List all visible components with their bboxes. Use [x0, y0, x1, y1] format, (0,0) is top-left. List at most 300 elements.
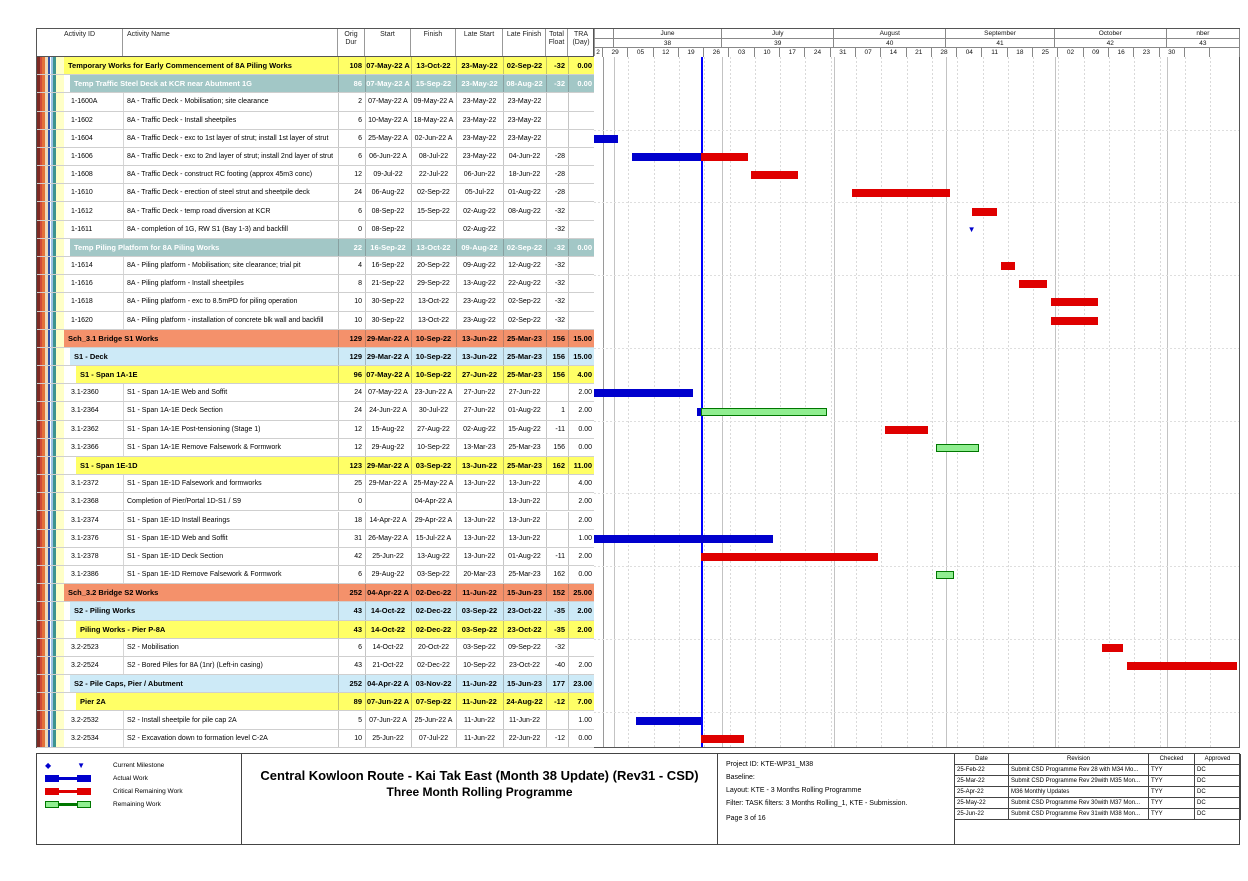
- legend-bar-end: [45, 775, 59, 782]
- cell-od: 108: [349, 61, 362, 71]
- activity-name: S1 - Span 1E-1D: [80, 461, 138, 471]
- table-row: [37, 657, 595, 675]
- column-separator: [338, 566, 339, 583]
- activity-name: S1 - Span 1E-1D Deck Section: [127, 552, 224, 560]
- cell-start: 08-Sep-22: [371, 207, 405, 215]
- cell-tf: [546, 93, 568, 110]
- column-separator: [568, 366, 569, 383]
- legend-item: [45, 760, 235, 770]
- cell-tra: 0.00: [578, 443, 592, 451]
- cell-lf: 25-Mar-23: [506, 461, 543, 471]
- cell-tf: [546, 530, 568, 547]
- cell-tra: 0.00: [578, 425, 592, 433]
- cell-tra: [568, 257, 595, 274]
- column-separator: [338, 657, 339, 674]
- cell-start: 07-May-22 A: [366, 61, 410, 71]
- cell-tf: -32: [554, 298, 565, 306]
- cell-fin: 20-Sep-22: [417, 262, 450, 270]
- column-separator: [568, 584, 569, 601]
- cell-tra: 15.00: [573, 333, 592, 343]
- column-separator: [456, 75, 457, 92]
- column-separator: [568, 184, 569, 201]
- column-separator: [123, 566, 124, 583]
- column-separator: [456, 512, 457, 529]
- cell-lf: 11-Jun-22: [508, 716, 540, 724]
- column-separator: [456, 112, 457, 129]
- cell-ls: 27-Jun-22: [463, 407, 496, 415]
- column-separator: [365, 639, 366, 656]
- cell-fin: 23-Jun-22 A: [414, 389, 453, 397]
- column-separator: [503, 493, 504, 510]
- cell-ls: 27-Jun-22: [463, 389, 496, 397]
- cell-fin: 02-Dec-22: [415, 588, 452, 598]
- column-separator: [411, 184, 412, 201]
- cell-od: 42: [354, 552, 362, 560]
- column-separator: [503, 548, 504, 565]
- cell-lf: 22-Aug-22: [508, 280, 541, 288]
- column-separator: [546, 366, 547, 383]
- cell-fin: 07-Sep-22: [415, 697, 452, 707]
- milestone-marker: ▼: [967, 224, 976, 234]
- column-separator: [546, 112, 547, 129]
- table-row: [37, 130, 595, 148]
- activity-id: 1-1614: [71, 262, 93, 270]
- table-row: [37, 384, 595, 402]
- column-separator: [365, 475, 366, 492]
- cell-fin: 15-Sep-22: [415, 79, 452, 89]
- revision-cell: Submit CSD Programme Rev 31with M38 Mon...: [1009, 809, 1149, 820]
- revision-header-cell: Revision: [1009, 754, 1149, 765]
- cell-od: 4: [358, 262, 362, 270]
- cell-ls: [456, 493, 503, 510]
- column-separator: [338, 184, 339, 201]
- activity-name: S2 - Excavation down to formation level C-2A: [127, 734, 268, 742]
- table-row: [37, 184, 595, 202]
- cell-lf: 25-Mar-23: [508, 443, 541, 451]
- column-separator: [568, 130, 569, 147]
- column-separator: [546, 130, 547, 147]
- column-separator: [411, 457, 412, 474]
- cell-tra: 15.00: [573, 351, 592, 361]
- cell-tra: [568, 312, 595, 329]
- cell-od: 129: [349, 333, 362, 343]
- cell-lf: 12-Aug-22: [508, 262, 541, 270]
- column-separator: [503, 348, 504, 365]
- cell-od: 43: [354, 662, 362, 670]
- timeline-months-row: [594, 29, 1240, 39]
- legend-label: Actual Work: [113, 774, 148, 782]
- column-separator: [456, 384, 457, 401]
- column-separator: [568, 239, 569, 256]
- activity-name: S1 - Span 1A-1E: [80, 370, 138, 380]
- cell-od: 89: [353, 697, 362, 707]
- cell-ls: 05-Jul-22: [464, 189, 495, 197]
- cell-od: 12: [354, 171, 362, 179]
- column-separator: [365, 384, 366, 401]
- column-separator: [338, 512, 339, 529]
- cell-fin: 13-Oct-22: [417, 298, 450, 306]
- column-separator: [123, 493, 124, 510]
- cell-fin: 13-Oct-22: [416, 242, 451, 252]
- table-row: [37, 293, 595, 311]
- cell-start: 26-May-22 A: [368, 534, 408, 542]
- cell-tf: -11: [555, 425, 565, 433]
- cell-lf: 13-Jun-22: [508, 480, 541, 488]
- column-separator: [456, 293, 457, 310]
- timeline-weeknumber: 43: [1167, 39, 1240, 48]
- cell-tf: -32: [554, 79, 565, 89]
- cell-tf: -32: [554, 262, 565, 270]
- revision-cell: Submit CSD Programme Rev 28 with M34 Mo...: [1009, 765, 1149, 776]
- cell-fin: 03-Sep-22: [417, 571, 450, 579]
- cell-fin: 13-Oct-22: [416, 61, 451, 71]
- column-separator: [456, 239, 457, 256]
- info-line: Baseline:: [726, 774, 755, 781]
- cell-ls: 09-Aug-22: [463, 262, 496, 270]
- column-separator: [568, 257, 569, 274]
- cell-tf: [546, 493, 568, 510]
- column-header-orig-dur: Orig Dur: [338, 29, 365, 56]
- column-separator: [365, 730, 366, 747]
- cell-lf: 23-Oct-22: [507, 624, 542, 634]
- activity-id: 3.2-2524: [71, 662, 99, 670]
- cell-od: 10: [354, 316, 362, 324]
- column-separator: [411, 312, 412, 329]
- table-row: [37, 312, 595, 330]
- cell-od: 12: [354, 425, 362, 433]
- table-row: [37, 275, 595, 293]
- table-row: [37, 221, 595, 239]
- column-separator: [365, 239, 366, 256]
- column-separator: [456, 202, 457, 219]
- info-line: Layout: KTE - 3 Months Rolling Programme: [726, 787, 862, 794]
- cell-tra: 23.00: [573, 679, 592, 689]
- cell-start: 30-Sep-22: [371, 316, 405, 324]
- legend-bar-middle: [59, 790, 77, 793]
- column-separator: [338, 57, 339, 74]
- cell-od: 24: [354, 389, 362, 397]
- column-separator: [123, 548, 124, 565]
- horizontal-gridline: [594, 712, 1239, 713]
- activity-id: 3.1-2362: [71, 425, 99, 433]
- week-gridline: [907, 57, 908, 747]
- cell-tra: 2.00: [577, 606, 592, 616]
- column-separator: [456, 93, 457, 110]
- column-header-start: Start: [365, 29, 411, 56]
- column-separator: [338, 730, 339, 747]
- column-separator: [568, 621, 569, 638]
- column-separator: [568, 711, 569, 728]
- activity-id: 3.2-2523: [71, 643, 99, 651]
- column-separator: [411, 475, 412, 492]
- activity-name: 8A - Traffic Deck - temp road diversion at KCR: [127, 207, 271, 215]
- cell-lf: 13-Jun-22: [508, 534, 541, 542]
- legend-label: Remaining Work: [113, 800, 161, 808]
- cell-start: 21-Oct-22: [372, 662, 404, 670]
- timeline-tick: 18: [1008, 48, 1033, 58]
- column-separator: [568, 421, 569, 438]
- activity-id: 3.1-2374: [71, 516, 99, 524]
- column-separator: [338, 693, 339, 710]
- legend-bar-end: [77, 801, 91, 808]
- table-row: [37, 148, 595, 166]
- timeline-weeknumber: 42: [1055, 39, 1167, 48]
- table-row: [37, 93, 595, 111]
- gantt-bar-actual: [594, 535, 773, 543]
- cell-tra: 11.00: [573, 461, 592, 471]
- timeline-tick: 28: [932, 48, 957, 58]
- cell-ls: 23-May-22: [462, 116, 497, 124]
- table-row: [37, 675, 595, 693]
- column-separator: [503, 130, 504, 147]
- column-separator: [546, 530, 547, 547]
- column-separator: [456, 184, 457, 201]
- column-separator: [503, 202, 504, 219]
- gantt-bar-remaining: [936, 571, 954, 579]
- cell-tf: [546, 475, 568, 492]
- cell-lf: 23-May-22: [507, 98, 542, 106]
- column-separator: [123, 639, 124, 656]
- cell-tf: -32: [554, 316, 565, 324]
- column-separator: [456, 457, 457, 474]
- month-gridline: [946, 57, 947, 747]
- activity-name: Pier 2A: [80, 697, 106, 707]
- column-separator: [503, 711, 504, 728]
- cell-fin: [411, 221, 456, 238]
- column-separator: [365, 711, 366, 728]
- cell-tra: 2.00: [578, 498, 592, 506]
- column-separator: [568, 112, 569, 129]
- cell-start: 14-Oct-22: [370, 624, 406, 634]
- cell-start: 29-Mar-22 A: [366, 333, 410, 343]
- activity-name: Completion of Pier/Portal 1D-S1 / S9: [127, 498, 241, 506]
- cell-tf: [546, 130, 568, 147]
- column-separator: [365, 584, 366, 601]
- gantt-bar-critical: [1051, 298, 1098, 306]
- column-separator: [365, 312, 366, 329]
- revision-cell: 25-Apr-22: [955, 787, 1009, 798]
- column-separator: [456, 275, 457, 292]
- cell-ls: 23-Aug-22: [463, 316, 496, 324]
- column-separator: [456, 639, 457, 656]
- activity-name: 8A - completion of 1G, RW S1 (Bay 1-3) and backfill: [127, 225, 288, 233]
- column-separator: [411, 657, 412, 674]
- column-separator: [411, 493, 412, 510]
- cell-od: 31: [354, 534, 362, 542]
- cell-od: 10: [354, 298, 362, 306]
- column-separator: [365, 275, 366, 292]
- column-separator: [365, 675, 366, 692]
- column-separator: [546, 402, 547, 419]
- timeline-tick: 29: [603, 48, 628, 58]
- gantt-bar-critical: [852, 189, 950, 197]
- cell-tra: 25.00: [573, 588, 592, 598]
- cell-start: 14-Apr-22 A: [369, 516, 407, 524]
- revision-cell: TYY: [1149, 776, 1195, 787]
- column-separator: [365, 493, 366, 510]
- column-separator: [568, 166, 569, 183]
- column-separator: [503, 184, 504, 201]
- column-separator: [365, 130, 366, 147]
- column-separator: [546, 293, 547, 310]
- column-separator: [568, 730, 569, 747]
- cell-lf: 25-Mar-23: [506, 333, 543, 343]
- cell-fin: 02-Dec-22: [417, 662, 450, 670]
- column-separator: [365, 257, 366, 274]
- cell-lf: 13-Jun-22: [508, 498, 541, 506]
- column-separator: [365, 348, 366, 365]
- column-header-total-float: Total Float: [546, 29, 568, 56]
- activity-name: 8A - Piling platform - Install sheetpiles: [127, 280, 244, 288]
- column-separator: [503, 621, 504, 638]
- cell-fin: 02-Dec-22: [415, 606, 452, 616]
- column-separator: [568, 512, 569, 529]
- cell-od: 252: [349, 679, 362, 689]
- timeline-tick: 2: [594, 48, 603, 58]
- cell-lf: 02-Sep-22: [508, 316, 541, 324]
- column-separator: [568, 275, 569, 292]
- cell-ls: 23-May-22: [462, 98, 497, 106]
- gantt-bar-critical: [972, 208, 997, 216]
- cell-lf: 13-Jun-22: [508, 516, 541, 524]
- revision-cell: M36 Monthly Updates: [1009, 787, 1149, 798]
- cell-fin: 15-Sep-22: [417, 207, 450, 215]
- column-separator: [123, 530, 124, 547]
- column-separator: [568, 293, 569, 310]
- revision-header-cell: Checked: [1149, 754, 1195, 765]
- cell-start: 08-Sep-22: [371, 225, 405, 233]
- column-separator: [503, 221, 504, 238]
- column-separator: [365, 602, 366, 619]
- column-separator: [338, 602, 339, 619]
- cell-lf: 15-Jun-23: [506, 679, 542, 689]
- column-separator: [411, 566, 412, 583]
- timeline-month: September: [946, 29, 1055, 39]
- cell-start: 24-Jun-22 A: [369, 407, 407, 415]
- cell-fin: 25-May-22 A: [413, 480, 454, 488]
- column-separator: [546, 75, 547, 92]
- gantt-chart: [594, 28, 1240, 748]
- cell-tf: -32: [554, 225, 565, 233]
- cell-ls: 02-Aug-22: [463, 425, 496, 433]
- column-separator: [338, 457, 339, 474]
- column-separator: [411, 584, 412, 601]
- table-row: [37, 621, 595, 639]
- revision-header-cell: Date: [955, 754, 1009, 765]
- timeline-month: June: [614, 29, 722, 39]
- column-separator: [546, 221, 547, 238]
- activity-name: Temporary Works for Early Commencement of 8A Piling Works: [68, 61, 292, 71]
- legend-milestone-icon: ◆ ▼: [45, 760, 86, 770]
- column-separator: [411, 166, 412, 183]
- timeline-month: nber: [1167, 29, 1240, 39]
- revision-cell: DC: [1195, 776, 1241, 787]
- column-separator: [456, 602, 457, 619]
- cell-ls: 20-Mar-23: [463, 571, 496, 579]
- legend-remaining-icon: [45, 801, 113, 808]
- cell-ls: 13-Jun-22: [461, 461, 497, 471]
- week-gridline: [1084, 57, 1085, 747]
- cell-lf: 02-Sep-22: [506, 61, 543, 71]
- column-separator: [503, 421, 504, 438]
- cell-tf: -35: [554, 606, 565, 616]
- column-separator: [503, 530, 504, 547]
- timeline-tick: 17: [780, 48, 805, 58]
- column-separator: [338, 112, 339, 129]
- table-row: [37, 402, 595, 420]
- activity-id: 3.2-2534: [71, 734, 99, 742]
- cell-start: 16-Sep-22: [370, 242, 406, 252]
- column-separator: [546, 93, 547, 110]
- column-separator: [365, 366, 366, 383]
- cell-ls: 11-Jun-22: [462, 588, 497, 598]
- timeline-tick: 05: [628, 48, 653, 58]
- cell-tra: 1.00: [578, 716, 592, 724]
- table-row: [37, 75, 595, 93]
- cell-od: 24: [354, 407, 362, 415]
- column-separator: [338, 275, 339, 292]
- cell-tf: -28: [554, 189, 565, 197]
- column-separator: [503, 257, 504, 274]
- table-row: [37, 530, 595, 548]
- column-separator: [365, 512, 366, 529]
- column-separator: [503, 402, 504, 419]
- column-separator: [123, 130, 124, 147]
- column-separator: [546, 166, 547, 183]
- column-separator: [568, 530, 569, 547]
- column-separator: [503, 57, 504, 74]
- cell-tra: [568, 221, 595, 238]
- column-separator: [503, 75, 504, 92]
- activity-id: 1-1600A: [71, 98, 98, 106]
- column-separator: [568, 75, 569, 92]
- column-separator: [411, 202, 412, 219]
- cell-tf: -12: [554, 697, 565, 707]
- cell-tra: 1.00: [578, 534, 592, 542]
- column-separator: [546, 584, 547, 601]
- timeline-header: [594, 28, 1240, 57]
- timeline-tick: 23: [1134, 48, 1159, 58]
- column-separator: [546, 675, 547, 692]
- column-separator: [546, 657, 547, 674]
- table-row: [37, 584, 595, 602]
- column-separator: [123, 221, 124, 238]
- legend-item: [45, 773, 235, 783]
- timeline-tick: 25: [1033, 48, 1058, 58]
- column-separator: [503, 693, 504, 710]
- cell-start: 07-Jun-22 A: [369, 716, 407, 724]
- revision-cell: DC: [1195, 809, 1241, 820]
- cell-tf: -28: [554, 152, 565, 160]
- column-separator: [411, 130, 412, 147]
- column-separator: [123, 166, 124, 183]
- column-separator: [338, 166, 339, 183]
- timeline-tick: 21: [907, 48, 932, 58]
- horizontal-gridline: [594, 421, 1239, 422]
- week-gridline: [780, 57, 781, 747]
- cell-tra: 0.00: [578, 734, 592, 742]
- column-separator: [411, 221, 412, 238]
- activity-name: 8A - Traffic Deck - Mobilisation; site clearance: [127, 98, 269, 106]
- cell-lf: 23-Oct-22: [507, 606, 542, 616]
- column-separator: [568, 348, 569, 365]
- activity-name: S1 - Deck: [74, 351, 108, 361]
- horizontal-gridline: [594, 566, 1239, 567]
- legend-item: [45, 799, 235, 809]
- cell-tf: 1: [561, 407, 565, 415]
- cell-start: 04-Apr-22 A: [367, 679, 409, 689]
- cell-lf: 25-Mar-23: [506, 351, 543, 361]
